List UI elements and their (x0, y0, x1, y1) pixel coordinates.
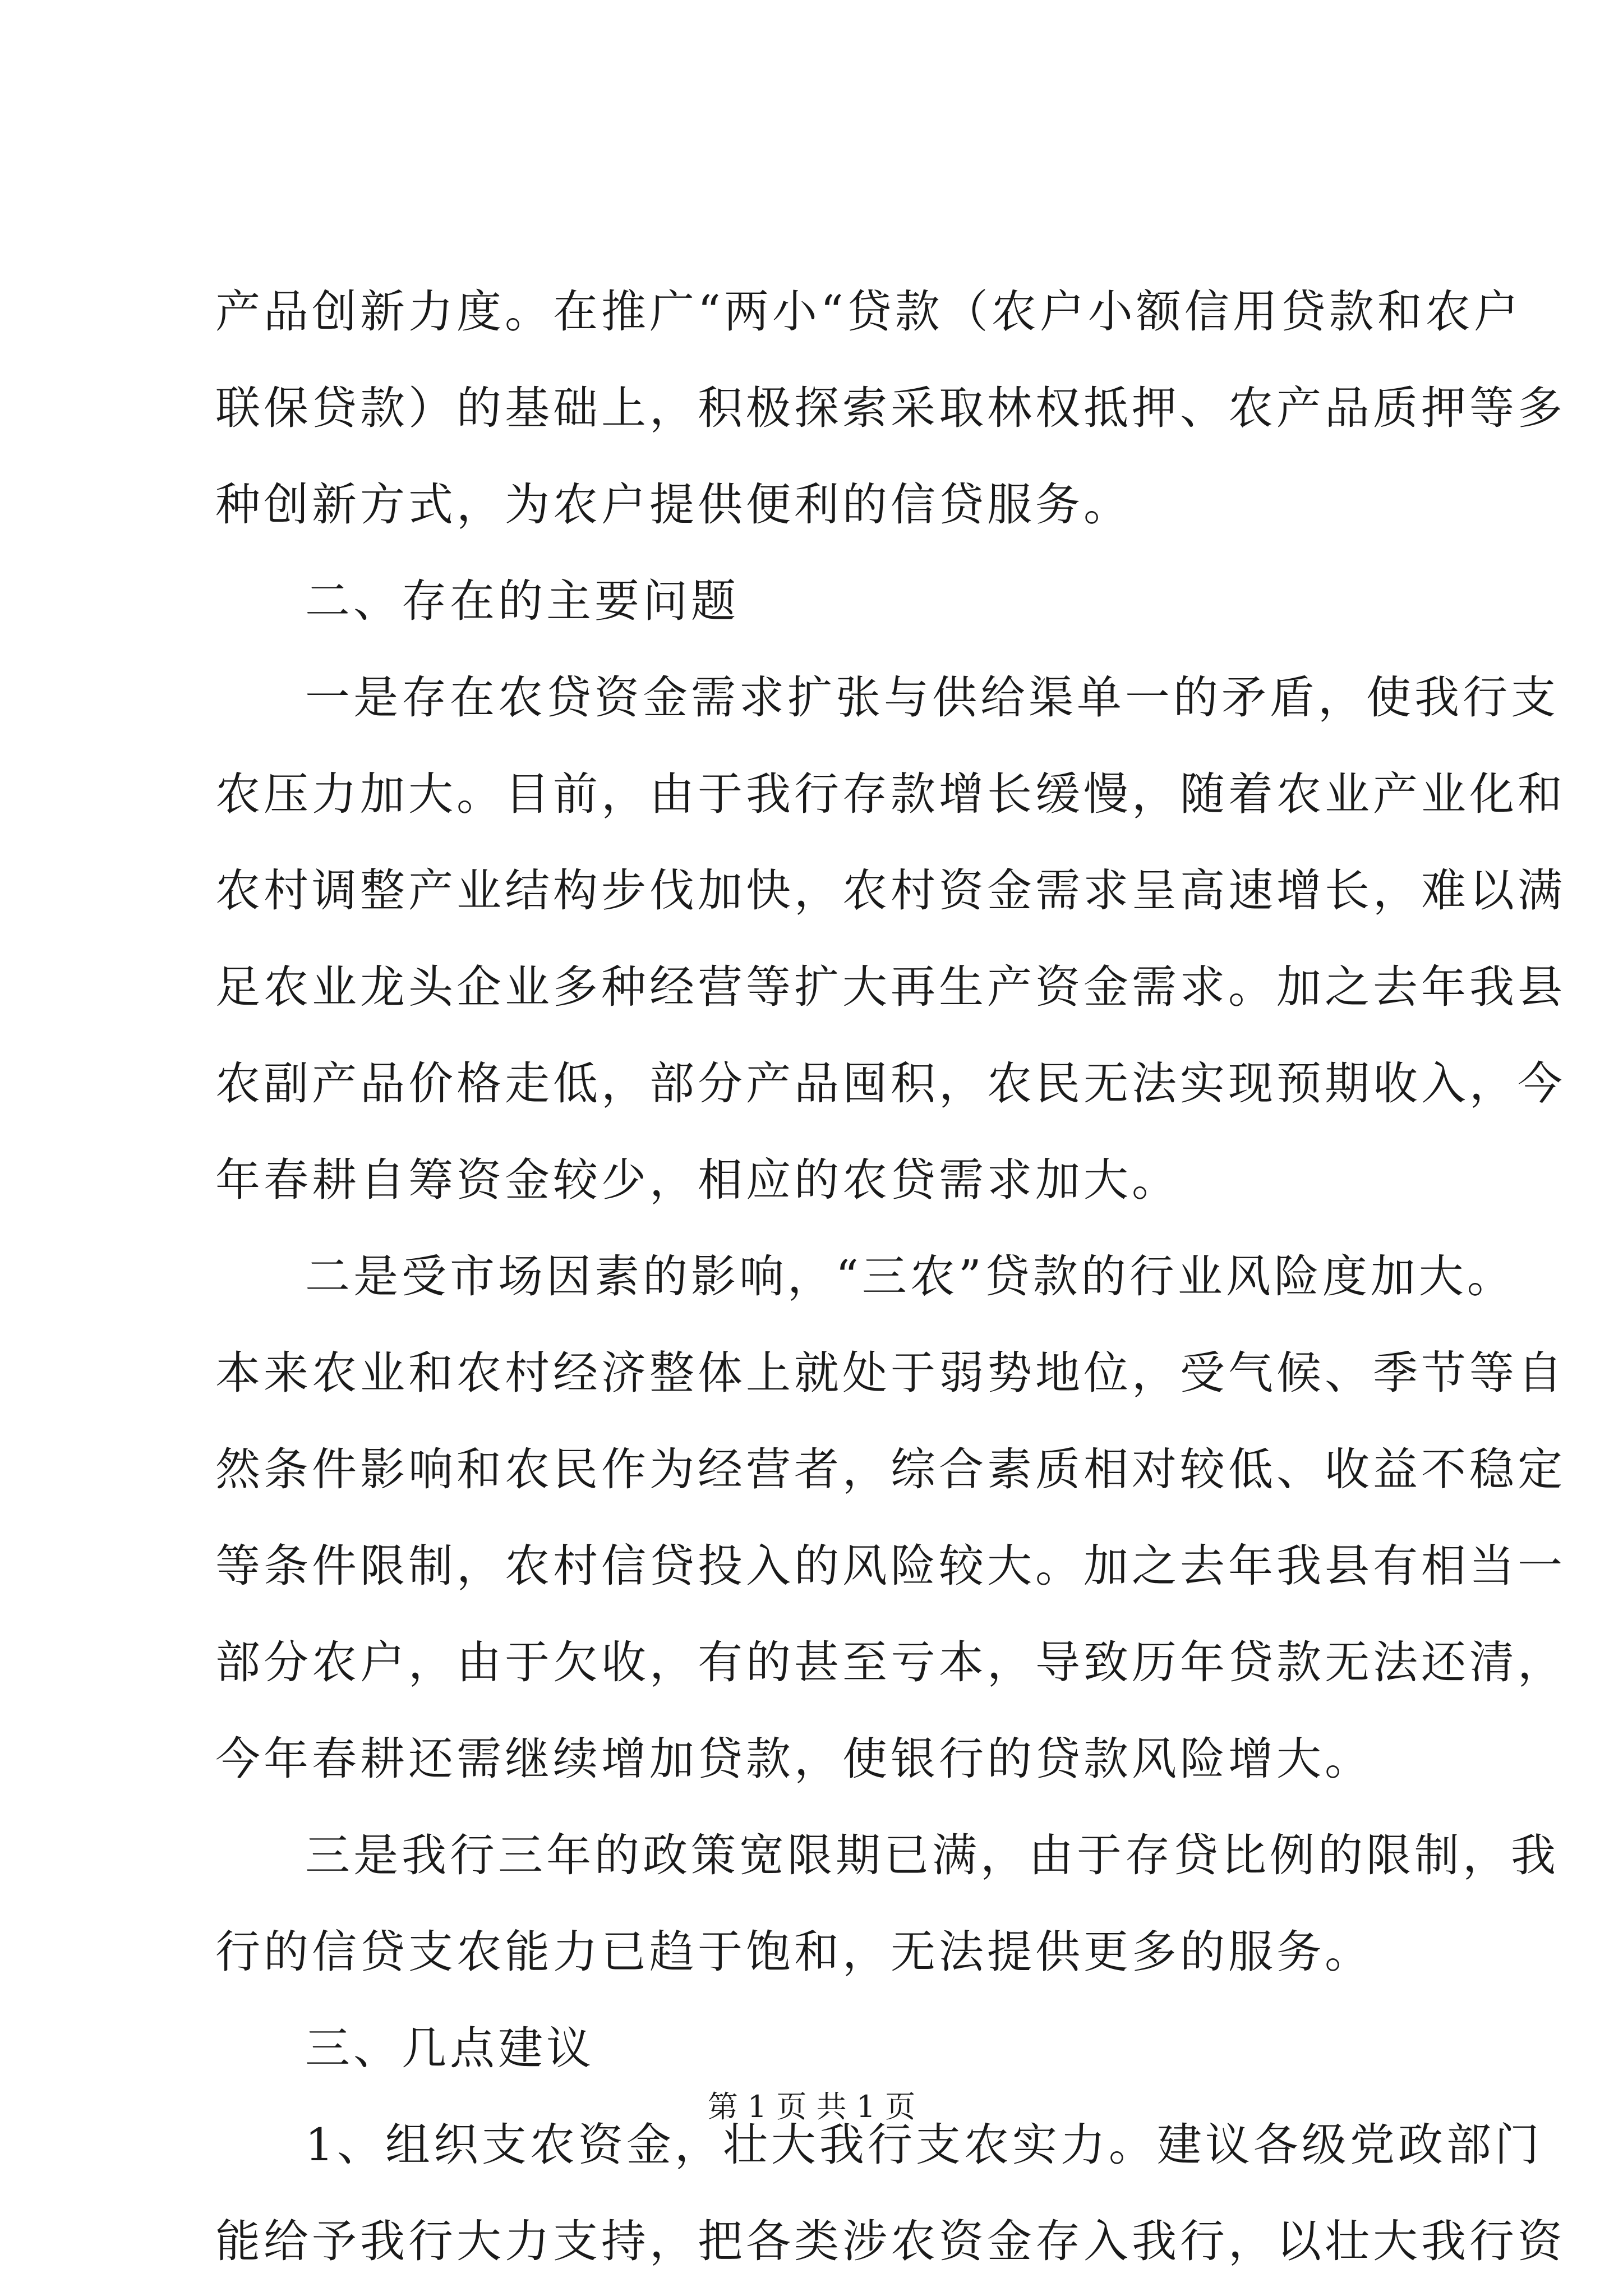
text-line: 农副产品价格走低，部分产品囤积，农民无法实现预期收入，今 (215, 1057, 1566, 1110)
text-line: 1、组织支农资金，壮大我行支农实力。建议各级党政部门 (305, 2119, 1543, 2171)
text-line: 今年春耕还需继续增加贷款，使银行的贷款风险增大。 (215, 1733, 1373, 1785)
text-line: 三是我行三年的政策宽限期已满，由于存贷比例的限制，我 (305, 1829, 1559, 1881)
text-line: 足农业龙头企业多种经营等扩大再生产资金需求。加之去年我县 (215, 961, 1566, 1013)
text-line: 等条件限制，农村信贷投入的风险较大。加之去年我县有相当一 (215, 1540, 1566, 1592)
text-line: 二是受市场因素的影响，“三农”贷款的行业风险度加大。 (305, 1250, 1515, 1303)
text-line: 能给予我行大力支持，把各类涉农资金存入我行，以壮大我行资 (215, 2215, 1566, 2267)
text-line: 种创新方式，为农户提供便利的信贷服务。 (215, 478, 1132, 531)
text-line: 农压力加大。目前，由于我行存款增长缓慢，随着农业产业化和 (215, 768, 1566, 820)
text-line: 年春耕自筹资金较少，相应的农贷需求加大。 (215, 1154, 1180, 1206)
section-heading: 三、几点建议 (305, 2022, 594, 2074)
text-line: 行的信贷支农能力已趋于饱和，无法提供更多的服务。 (215, 1926, 1373, 1978)
text-line: 部分农户，由于欠收，有的甚至亏本，导致历年贷款无法还清， (215, 1636, 1566, 1688)
section-heading: 二、存在的主要问题 (305, 575, 739, 627)
text-line: 本来农业和农村经济整体上就处于弱势地位，受气候、季节等自 (215, 1347, 1566, 1399)
text-line: 农村调整产业结构步伐加快，农村资金需求呈高速增长，难以满 (215, 864, 1566, 917)
text-line: 联保贷款）的基础上，积极探索采取林权抵押、农产品质押等多 (215, 382, 1566, 434)
document-body (215, 264, 1566, 2290)
page-footer: 第 1 页 共 1 页 (707, 2089, 916, 2124)
text-line: 产品创新力度。在推广“两小“贷款（农户小额信用贷款和农户 (215, 286, 1522, 338)
text-line: 然条件影响和农民作为经营者，综合素质相对较低、收益不稳定 (215, 1443, 1566, 1496)
text-line: 一是存在农贷资金需求扩张与供给渠单一的矛盾，使我行支 (305, 671, 1559, 724)
